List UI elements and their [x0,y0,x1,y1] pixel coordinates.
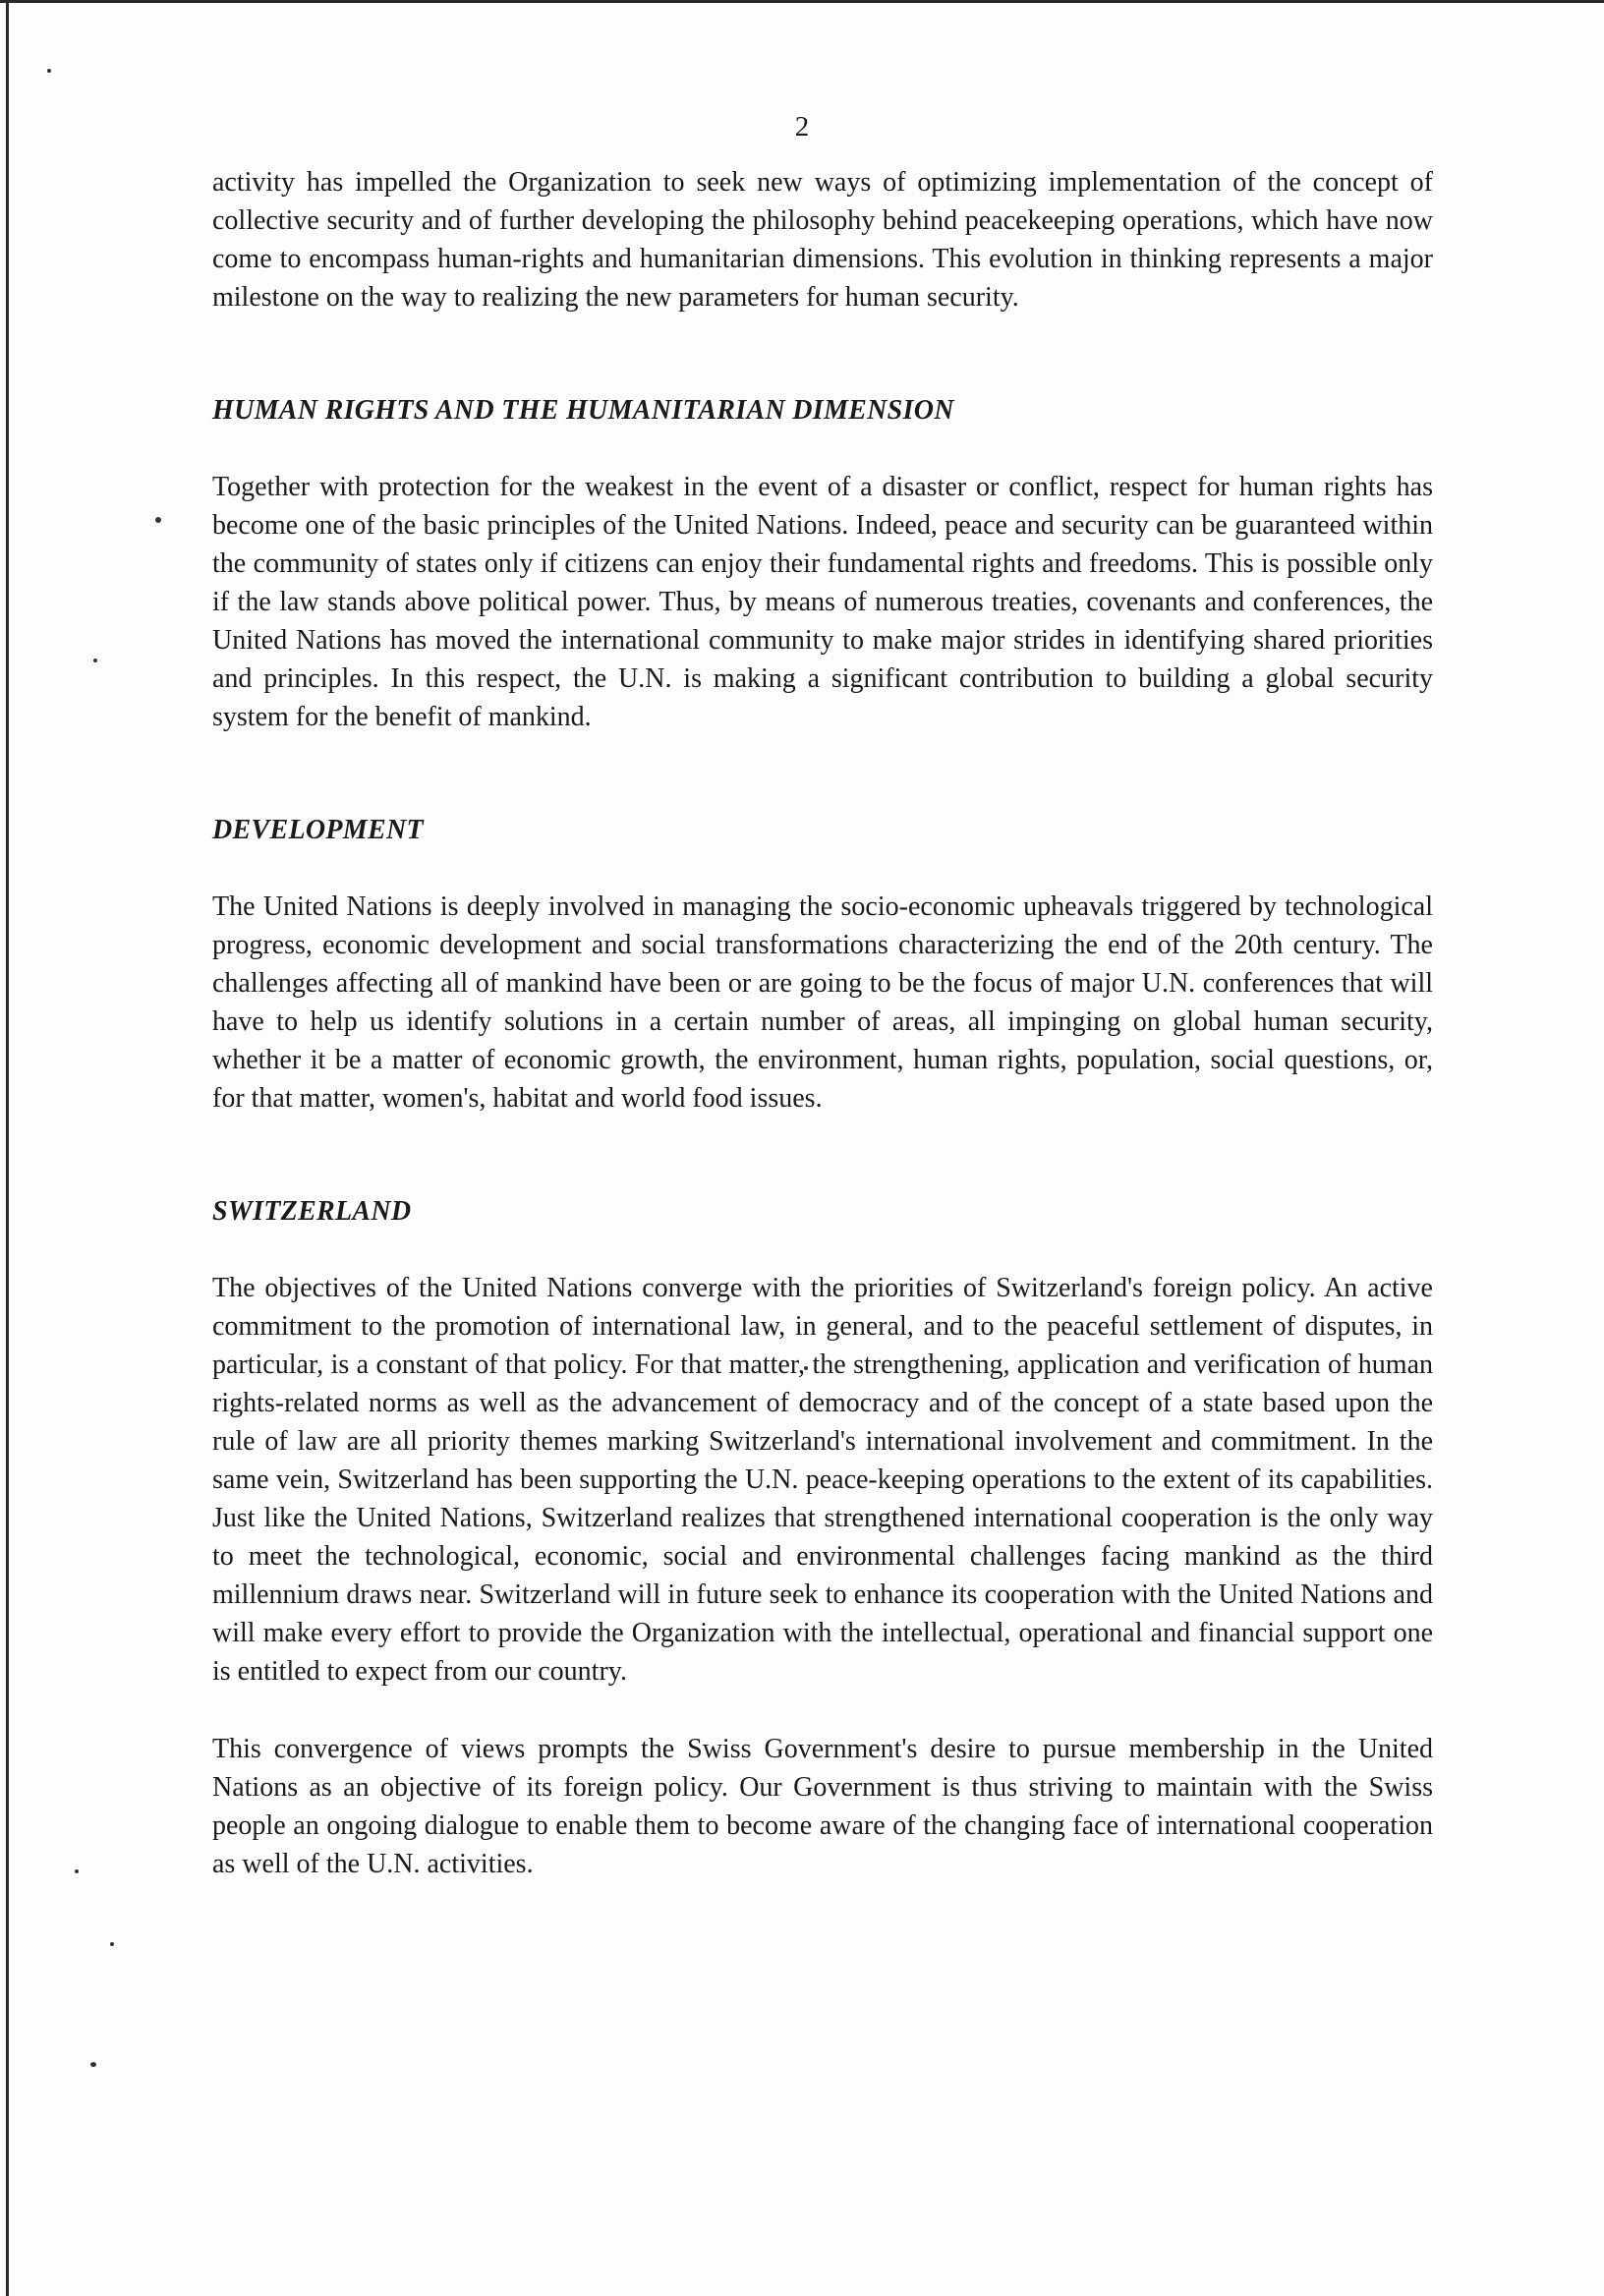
scan-border-top [0,0,1604,3]
section-paragraph: The objectives of the United Nations converge with the priorities of Switzerland's foreign policy. An active commitment to the promotion of international law, in general, and to the peaceful settlement of disputes, in particular, is a constant of that policy. For that matter, the strengthening, application and verification of human rights-related norms as well as the advancement of democracy and of the concept of a state based upon the rule of law are all priority themes marking Switzerland's international involvement and commitment. In the same vein, Switzerland has been supporting the U.N. peace-keeping operations to the extent of its capabilities. Just like the United Nations, Switzerland realizes that strengthened international cooperation is the only way to meet the technological, economic, social and environmental challenges facing mankind as the third millennium draws near. Switzerland will in future seek to enhance its cooperation with the United Nations and will make every effort to provide the Organization with the intellectual, operational and financial support one is entitled to expect from our country. [212,1273,1433,1687]
section-heading: HUMAN RIGHTS AND THE HUMANITARIAN DIMENSION [212,395,954,426]
section-paragraph: The United Nations is deeply involved in managing the socio-economic upheavals triggered by technological progress, economic development and social transformations characterizing the end of the 20th century. The challenges affecting all of mankind have been or are going to be the focus of major U.N. conferences that will have to help us identify solutions in a certain number of areas, all impinging on global human security, whether it be a matter of economic growth, the environment, human rights, population, social questions, or, for that matter, women's, habitat and world food issues. [212,891,1433,1114]
scan-speck [93,659,97,662]
section-development [212,813,1433,1118]
scan-speck [155,517,161,523]
section-switzerland [212,1194,1433,1883]
page-number: 2 [794,111,810,143]
scan-speck [75,1869,79,1873]
scan-border-left [6,0,9,2296]
document-body [212,163,1433,1883]
section-human-rights [212,393,1433,736]
section-paragraph: This convergence of views prompts the Swiss Government's desire to pursue membership in the United Nations as an objective of its foreign policy. Our Government is thus striving to maintain with the Swiss people an ongoing dialogue to enable them to become aware of the changing face of international cooperation as well of the U.N. activities. [212,1734,1433,1879]
scan-speck [47,69,51,73]
section-heading: DEVELOPMENT [212,815,424,845]
scan-speck [110,1942,114,1946]
section-paragraph: Together with protection for the weakest in the event of a disaster or conflict, respect for human rights has become one of the basic principles of the United Nations. Indeed, peace and security can be guaranteed within the community of states only if citizens can enjoy their fundamental rights and freedoms. This is possible only if the law stands above political power. Thus, by means of numerous treaties, covenants and conferences, the United Nations has moved the international community to make major strides in identifying shared priorities and principles. In this respect, the U.N. is making a significant contribution to building a global security system for the benefit of mankind. [212,472,1433,732]
section-heading: SWITZERLAND [212,1196,412,1227]
scan-speck [90,2062,96,2067]
intro-paragraph: activity has impelled the Organization to seek new ways of optimizing implementation of the concept of collective security and of further developing the philosophy behind peacekeeping operations, which have now come to encompass human-rights and humanitarian dimensions. This evolution in thinking represents a major milestone on the way to realizing the new parameters for human security. [212,167,1433,313]
